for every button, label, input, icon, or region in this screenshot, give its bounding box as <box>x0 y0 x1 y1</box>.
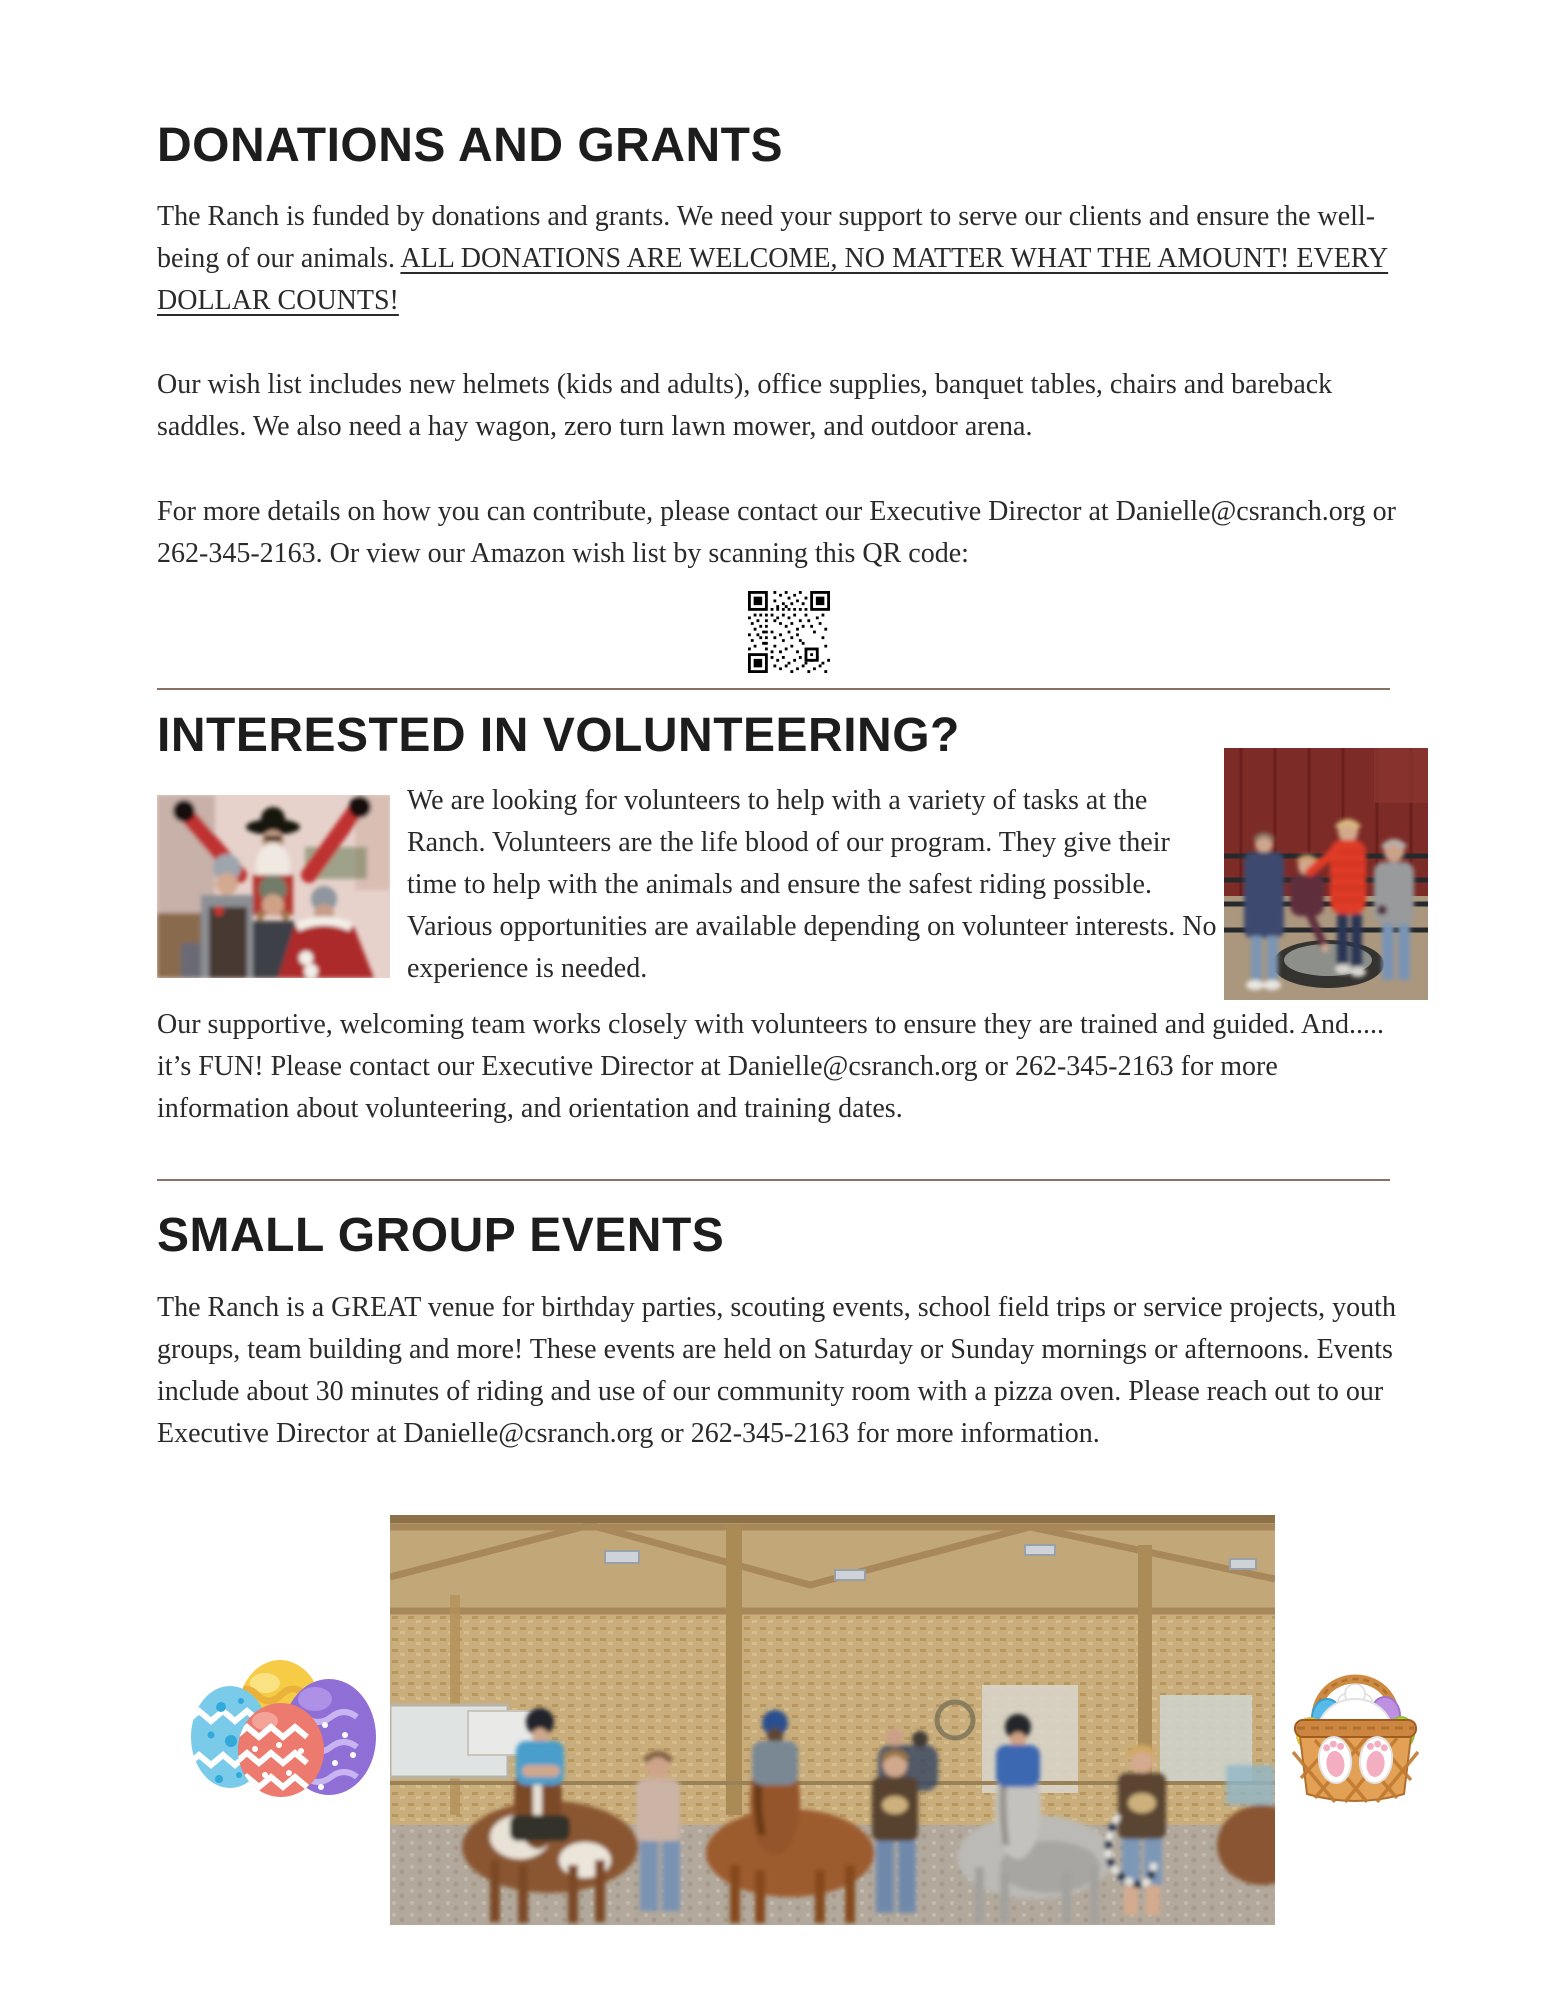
section-divider-1 <box>157 688 1390 690</box>
small-group-heading: SMALL GROUP EVENTS <box>157 1209 725 1262</box>
section-divider-2 <box>157 1179 1390 1181</box>
easter-eggs-clipart <box>183 1637 377 1797</box>
arena-group-illustration <box>390 1515 1275 1925</box>
barn-trough-illustration <box>1224 748 1428 1000</box>
donations-heading: DONATIONS AND GRANTS <box>157 119 783 172</box>
arena-horses-group-photo <box>390 1515 1275 1925</box>
easter-basket-icon <box>1283 1632 1428 1812</box>
easter-basket-bunny-clipart <box>1283 1632 1428 1812</box>
donations-paragraph-2: Our wish list includes new helmets (kids and adults), office supplies, banquet tables, chairs and bareback saddles. We also need a hay wagon, zero turn lawn mower, and outdoor arena. <box>157 369 1333 442</box>
qr-code-icon <box>748 591 830 673</box>
volunteering-heading: INTERESTED IN VOLUNTEERING? <box>157 709 960 762</box>
easter-eggs-icon <box>183 1637 377 1797</box>
donations-paragraph-1 <box>157 196 1392 322</box>
barn-trough-volunteers-photo <box>1224 748 1428 1000</box>
santa-volunteers-photo <box>157 795 390 978</box>
amazon-wishlist-qr-code <box>748 591 830 673</box>
volunteering-paragraph-1: We are looking for volunteers to help with a variety of tasks at the Ranch. Volunteers are the life blood of our program. They give their time to help with the animals and ensure the safest riding possible. Various opportunities are available depending on volunteer interests. No experience is needed. <box>407 785 1217 984</box>
donations-paragraph-3: For more details on how you can contribute, please contact our Executive Director at Danielle@csranch.org or 262-345-2163. Or view our Amazon wish list by scanning this QR code: <box>157 496 1396 569</box>
donations-paragraph-1-emphasis: ALL DONATIONS ARE WELCOME, NO MATTER WHAT THE AMOUNT! EVERY DOLLAR COUNTS! <box>157 243 1389 316</box>
santa-volunteers-illustration <box>157 795 390 978</box>
small-group-paragraph-1: The Ranch is a GREAT venue for birthday parties, scouting events, school field trips or service projects, youth groups, team building and more! These events are held on Saturday or Sunday mornings or afternoons. Events include about 30 minutes of riding and use of our community room with a pizza oven. Please reach out to our Executive Director at Danielle@csranch.org or 262-345-2163 for more information. <box>157 1292 1396 1449</box>
volunteering-paragraph-2: Our supportive, welcoming team works closely with volunteers to ensure they are trained and guided. And..... it’s FUN! Please contact our Executive Director at Danielle@csranch.org or 262-345-2163 for more information about volunteering, and orientation and training dates. <box>157 1009 1385 1124</box>
donations-paragraph-1-text: The Ranch is funded by donations and grants. We need your support to serve our clients and ensure the well-being of our animals. <box>157 201 1376 274</box>
